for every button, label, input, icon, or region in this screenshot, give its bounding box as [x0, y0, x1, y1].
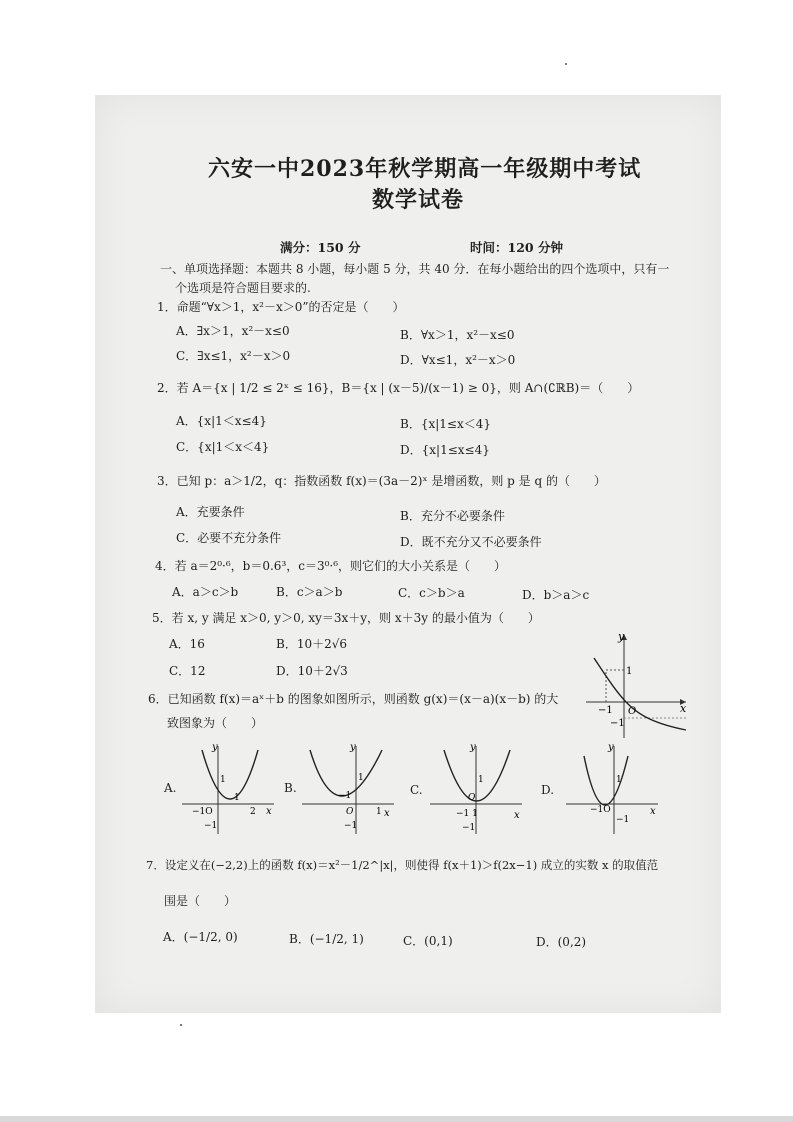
q3-option-d: D．既不充分又不必要条件 [400, 535, 542, 549]
tick-label-neg1-y: −1 [610, 718, 625, 729]
full-score: 满分：150 分 [280, 240, 361, 255]
parabola [444, 750, 510, 801]
question-4-stem: 4．若 a＝2⁰·⁶，b＝0.6³，c＝3⁰·⁶，则它们的大小关系是（ ） [155, 559, 507, 573]
axis-label-x: x [266, 806, 272, 817]
q3-option-b: B．充分不必要条件 [400, 509, 505, 523]
q6-option-b-graph [302, 742, 397, 837]
question-2-stem: 2．若 A＝{x | 1/2 ≤ 2ˣ ≤ 16}，B＝{x | (x－5)/(x－1) ≥ 0}，则 A∩(∁ℝB)＝（ ） [157, 381, 640, 395]
q4-option-c: C．c＞b＞a [398, 586, 465, 600]
q5-option-d: D．10＋2√3 [276, 664, 348, 678]
origin-label: O [468, 793, 476, 803]
exam-title: 六安一中2023年秋学期高一年级期中考试 [208, 156, 642, 182]
question-7-stem-line1: 7．设定义在(−2,2)上的函数 f(x)＝x²－1/2^|x|，则使得 f(x＋1)＞f(2x−1) 成立的实数 x 的取值范 [146, 858, 659, 872]
exam-paper [95, 95, 721, 1013]
reference-graph-f [586, 630, 696, 740]
question-1-stem: 1．命题“∀x＞1，x²－x＞0”的否定是（ ） [157, 300, 405, 314]
question-6-stem-line1: 6．已知函数 f(x)＝aˣ＋b 的图象如图所示，则函数 g(x)＝(x－a)(x－b) 的大 [148, 692, 559, 706]
axis-label-x: x [680, 702, 687, 715]
exam-subtitle: 数学试卷 [372, 187, 465, 213]
scan-bottom-edge [0, 1116, 793, 1122]
q6-option-c-graph [430, 742, 525, 837]
q7-option-a: A．(−1/2, 0) [163, 930, 238, 944]
q6-option-d-label: D. [541, 783, 555, 797]
q7-option-b: B．(−1/2, 1) [289, 932, 364, 946]
q1-option-b: B．∀x＞1，x²－x≤0 [400, 328, 515, 342]
tick-neg1-y: −1 [344, 821, 358, 831]
q7-option-d: D．(0,2) [536, 935, 587, 949]
tick-neg1-y: −1 [616, 815, 630, 825]
axis-label-y: y [470, 742, 476, 753]
tick-label-neg1: −1 [598, 705, 613, 716]
q2-option-c: C．{x|1＜x＜4} [176, 440, 270, 454]
axis-label-x: x [384, 808, 390, 819]
q3-option-a: A．充要条件 [176, 505, 245, 519]
q2-option-b: B．{x|1≤x＜4} [400, 417, 491, 431]
tick-2: 2 [250, 807, 256, 817]
tick-label-1: 1 [626, 666, 633, 677]
q6-option-c-label: C. [410, 783, 423, 797]
tick-neg1-y: −1 [462, 823, 476, 833]
q5-option-b: B．10＋2√6 [276, 637, 348, 651]
tick-neg1: −1 [338, 791, 352, 801]
exam-time: 时间：120 分钟 [470, 240, 563, 255]
q7-option-c: C．(0,1) [403, 934, 453, 948]
section-heading-line2: 个选项是符合题目要求的. [175, 281, 311, 295]
q4-option-b: B．c＞a＞b [276, 585, 343, 599]
q3-option-c: C．必要不充分条件 [176, 531, 282, 545]
axis-label-y: y [350, 742, 356, 753]
tick-neg1-1: −1 1 [456, 809, 478, 819]
q6-option-b-label: B. [284, 781, 297, 795]
parabola [310, 750, 382, 796]
scan-speck [180, 1024, 182, 1026]
q6-option-a-graph [182, 742, 277, 837]
tick-neg1-o: −1O [192, 807, 213, 817]
origin-label: O [628, 706, 637, 717]
section-heading-line1: 一、单项选择题：本题共 8 小题，每小题 5 分，共 40 分．在每小题给出的四个选项中，只有一 [160, 262, 670, 276]
tick-neg1-o: −1O [590, 805, 611, 815]
q2-option-d: D．{x|1≤x≤4} [400, 443, 490, 457]
question-6-stem-line2: 致图象为（ ） [167, 716, 264, 730]
tick-1: 1 [358, 773, 364, 783]
q2-option-a: A．{x|1＜x≤4} [176, 414, 267, 428]
question-7-stem-line2: 围是（ ） [164, 894, 237, 908]
tick-1: 1 [616, 775, 622, 785]
question-5-stem: 5．若 x, y 满足 x＞0, y＞0, xy＝3x＋y，则 x＋3y 的最小值为（ ） [152, 611, 540, 625]
axis-label-x: x [514, 810, 520, 821]
q6-option-d-graph [566, 742, 661, 837]
q1-option-c: C．∃x≤1，x²－x＞0 [176, 349, 291, 363]
question-3-stem: 3．已知 p：a＞1/2，q：指数函数 f(x)＝(3a－2)ˣ 是增函数，则 p 是 q 的（ ） [157, 474, 606, 488]
q4-option-a: A．a＞c＞b [172, 585, 239, 599]
curve-f [594, 658, 686, 730]
tick-1: 1 [220, 775, 226, 785]
q1-option-d: D．∀x≤1，x²－x＞0 [400, 353, 516, 367]
q6-option-a-label: A. [164, 781, 177, 795]
q5-option-c: C．12 [169, 664, 206, 678]
axis-label-y: y [608, 742, 614, 753]
parabola [202, 750, 258, 799]
axis-label-y: y [212, 742, 218, 753]
q4-option-d: D．b＞a＞c [522, 588, 590, 602]
tick-1-x: 1 [376, 807, 382, 817]
tick-1: 1 [478, 775, 484, 785]
scan-speck [565, 63, 567, 65]
axis-label-y: y [618, 630, 625, 643]
q1-option-a: A．∃x＞1，x²－x≤0 [176, 324, 290, 338]
origin-label: O [346, 807, 354, 817]
tick-1-x: 1 [234, 793, 240, 803]
axis-label-x: x [650, 806, 656, 817]
tick-neg1-y: −1 [204, 821, 218, 831]
q5-option-a: A．16 [169, 637, 205, 651]
